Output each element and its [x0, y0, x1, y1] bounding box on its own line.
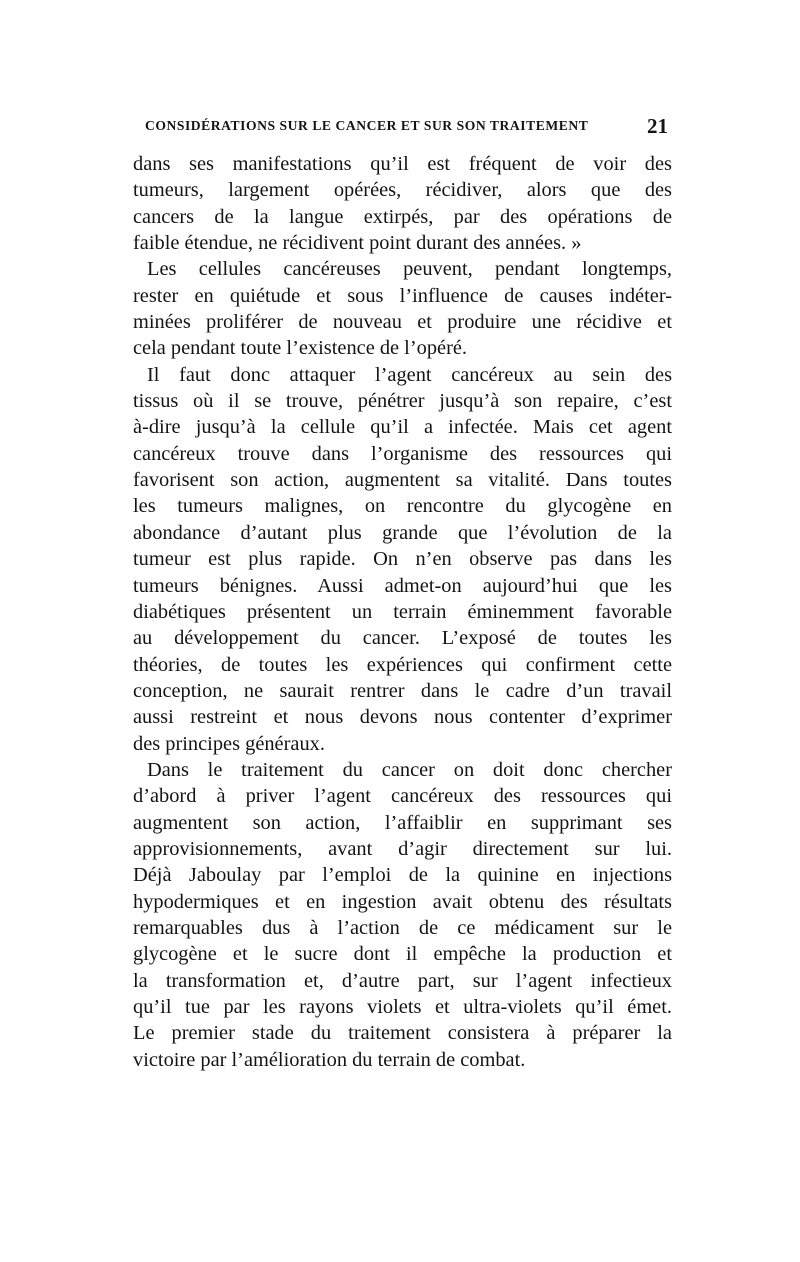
- text-line: tumeurs, largement opérées, récidiver, alors que des: [133, 179, 672, 202]
- text-line: faible étendue, ne récidivent point durant des années. »: [133, 232, 582, 255]
- text-line: dans ses manifestations qu’il est fréquent de voir des: [133, 153, 672, 175]
- text-line: Dans le traitement du cancer on doit donc chercher: [147, 758, 672, 781]
- text-line: minées proliférer de nouveau et produire une récidive et: [133, 311, 672, 334]
- text-line: cancers de la langue extirpés, par des opérations de: [133, 205, 672, 228]
- text-line: la transformation et, d’autre part, sur l’agent infectieux: [133, 969, 672, 992]
- text-line: glycogène et le sucre dont il empêche la production et: [133, 943, 672, 966]
- text-line: tissus où il se trouve, pénétrer jusqu’à son repaire, c’est: [133, 390, 672, 413]
- page-number: 21: [647, 114, 668, 138]
- text-line: au développement du cancer. L’exposé de toutes les: [133, 627, 672, 650]
- text-line: tumeurs bénignes. Aussi admet-on aujourd’hui que les: [133, 574, 672, 597]
- text-line: les tumeurs malignes, on rencontre du glycogène en: [133, 495, 672, 518]
- text-line: cancéreux trouve dans l’organisme des ressources qui: [133, 442, 672, 465]
- text-line: Il faut donc attaquer l’agent cancéreux au sein des: [147, 363, 672, 386]
- text-line: remarquables dus à l’action de ce médicament sur le: [133, 916, 672, 939]
- text-line: Les cellules cancéreuses peuvent, pendant longtemps,: [147, 258, 672, 281]
- text-line: tumeur est plus rapide. On n’en observe pas dans les: [133, 548, 672, 571]
- text-line: théories, de toutes les expériences qui confirment cette: [133, 653, 672, 676]
- text-line: abondance d’autant plus grande que l’évolution de la: [133, 521, 672, 544]
- text-line: favorisent son action, augmentent sa vitalité. Dans toutes: [133, 469, 672, 492]
- text-line: Le premier stade du traitement consistera à préparer la: [133, 1022, 672, 1045]
- text-line: Déjà Jaboulay par l’emploi de la quinine en injections: [133, 864, 672, 887]
- running-title: CONSIDÉRATIONS SUR LE CANCER ET SUR SON TRAITEMENT: [145, 118, 589, 133]
- text-line: qu’il tue par les rayons violets et ultra-violets qu’il émet.: [133, 996, 672, 1018]
- text-line: augmentent son action, l’affaiblir en supprimant ses: [133, 811, 672, 834]
- text-line: victoire par l’amélioration du terrain de combat.: [133, 1048, 526, 1071]
- text-line: cela pendant toute l’existence de l’opéré.: [133, 337, 468, 360]
- text-line: d’abord à priver l’agent cancéreux des ressources qui: [133, 785, 672, 808]
- text-line: hypodermiques et en ingestion avait obtenu des résultats: [133, 890, 672, 913]
- text-line: diabétiques présentent un terrain éminemment favorable: [133, 600, 672, 623]
- text-line: conception, ne saurait rentrer dans le cadre d’un travail: [133, 679, 672, 702]
- text-line: à-dire jusqu’à la cellule qu’il a infectée. Mais cet agent: [133, 416, 672, 439]
- running-head: [133, 116, 668, 140]
- text-line: approvisionnements, avant d’agir directement sur lui.: [133, 837, 672, 860]
- body-text: [133, 151, 672, 1073]
- text-line: rester en quiétude et sous l’influence de causes indéter-: [133, 284, 672, 307]
- text-line: aussi restreint et nous devons nous contenter d’exprimer: [133, 706, 672, 729]
- text-line: des principes généraux.: [133, 732, 325, 755]
